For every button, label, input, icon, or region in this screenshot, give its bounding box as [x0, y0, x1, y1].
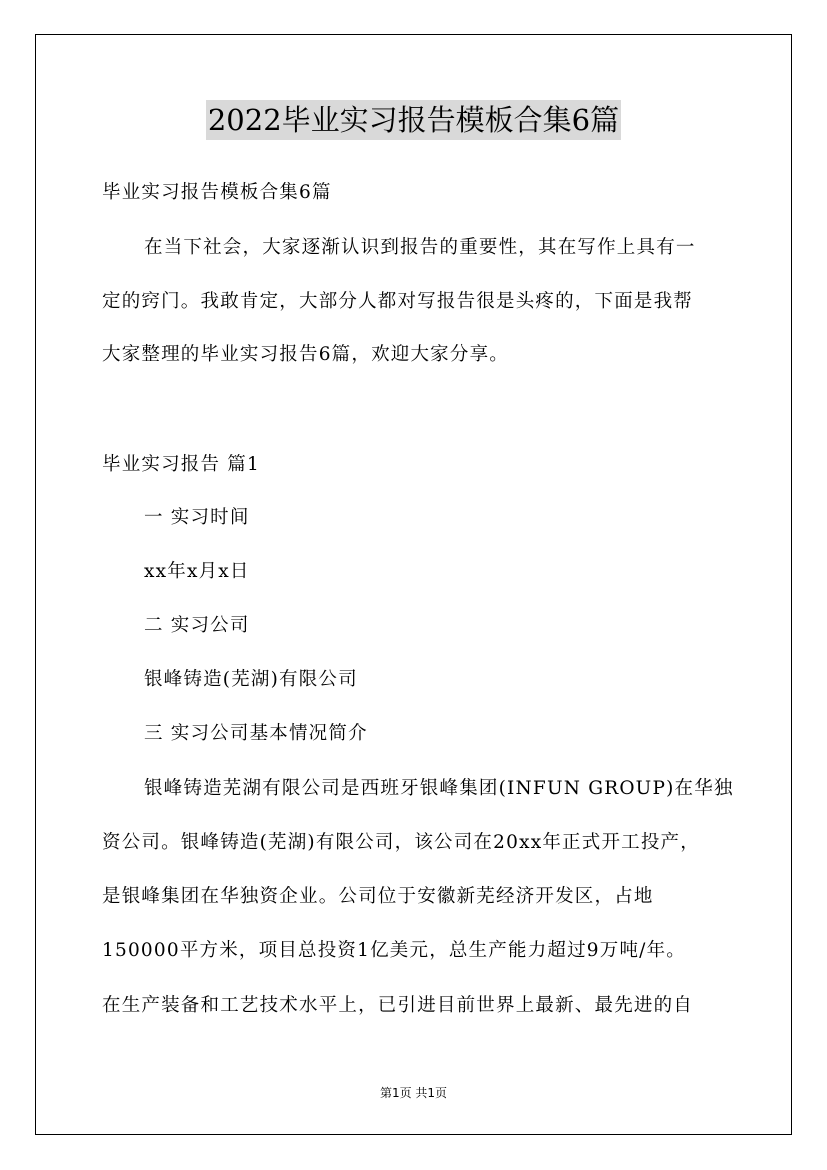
- subsection-heading: 二 实习公司: [144, 615, 250, 636]
- paragraph-line: 在生产装备和工艺技术水平上，已引进目前世界上最新、最先进的自: [102, 995, 694, 1016]
- section-heading: 毕业实习报告 篇1: [102, 454, 260, 475]
- paragraph-line: 资公司。银峰铸造(芜湖)有限公司，该公司在20xx年正式开工投产，: [102, 832, 700, 853]
- paragraph-line: 在当下社会，大家逐渐认识到报告的重要性，其在写作上具有一: [144, 237, 696, 258]
- document-title: 2022毕业实习报告模板合集6篇: [206, 100, 621, 140]
- paragraph-line: 大家整理的毕业实习报告6篇，欢迎大家分享。: [102, 344, 509, 365]
- subsection-heading: 一 实习时间: [144, 507, 250, 528]
- paragraph-line: xx年x月x日: [144, 561, 250, 582]
- title-container: [0, 100, 827, 140]
- subtitle-line: 毕业实习报告模板合集6篇: [102, 182, 332, 203]
- paragraph-line: 150000平方米，项目总投资1亿美元，总生产能力超过9万吨/年。: [102, 940, 686, 961]
- paragraph-line: 定的窍门。我敢肯定，大部分人都对写报告很是头疼的，下面是我帮: [102, 291, 694, 312]
- subsection-heading: 三 实习公司基本情况简介: [144, 723, 368, 744]
- paragraph-line: 是银峰集团在华独资企业。公司位于安徽新芜经济开发区，占地: [102, 886, 654, 907]
- paragraph-line: 银峰铸造(芜湖)有限公司: [144, 669, 358, 690]
- paragraph-line: 银峰铸造芜湖有限公司是西班牙银峰集团(INFUN GROUP)在华独: [144, 778, 734, 799]
- page-footer: 第1页 共1页: [379, 1086, 448, 1100]
